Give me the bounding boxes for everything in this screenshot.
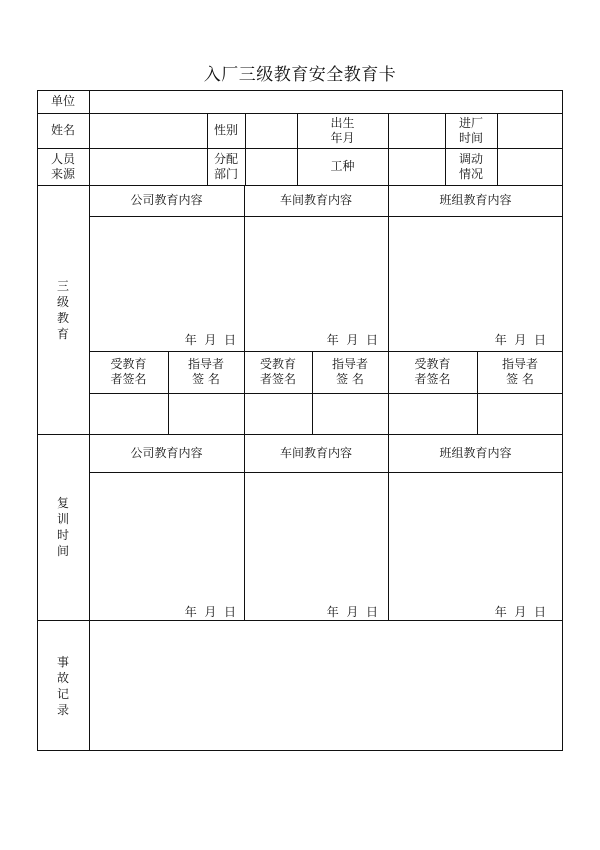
team-trainee-sign-field[interactable]: [389, 394, 477, 434]
retrain-company-content[interactable]: [90, 473, 244, 620]
workshop-instructor-sign-label: 指导者 签 名: [331, 357, 368, 386]
retrain-team-header: 班组教育内容: [439, 445, 512, 460]
page-title: 入厂三级教育安全教育卡: [203, 65, 397, 85]
team-edu-header: 班组教育内容: [439, 193, 512, 207]
retrain-team-date: 年 月 日: [494, 605, 546, 619]
workshop-trainee-sign-field[interactable]: [245, 394, 312, 434]
retrain-label: 复 训 时 间: [56, 496, 69, 558]
company-edu-header: 公司教育内容: [130, 193, 203, 207]
name-label: 姓名: [50, 123, 75, 137]
company-edu-date: 年 月 日: [184, 333, 236, 347]
workshop-edu-header: 车间教育内容: [279, 193, 352, 207]
transfer-field[interactable]: [498, 149, 562, 185]
gender-field[interactable]: [246, 114, 297, 148]
company-instructor-sign-label: 指导者 签 名: [187, 357, 224, 386]
entry-time-field[interactable]: [498, 114, 562, 148]
workshop-instructor-sign-field[interactable]: [313, 394, 388, 434]
unit-label: 单位: [50, 94, 75, 108]
team-trainee-sign-label: 受教育 者签名: [414, 357, 451, 386]
job-type-label: 工种: [330, 159, 355, 173]
team-instructor-sign-label: 指导者 签 名: [501, 357, 538, 386]
company-instructor-sign-field[interactable]: [169, 394, 244, 434]
name-field[interactable]: [90, 114, 207, 148]
team-edu-date: 年 月 日: [494, 333, 546, 347]
transfer-label: 调动 情况: [458, 151, 483, 181]
retrain-workshop-content[interactable]: [245, 473, 388, 620]
birth-field[interactable]: [389, 114, 445, 148]
assign-dept-label: 分配 部门: [213, 151, 238, 181]
retrain-company-header: 公司教育内容: [130, 445, 203, 460]
source-field[interactable]: [90, 149, 207, 185]
company-trainee-sign-field[interactable]: [90, 394, 168, 434]
unit-field[interactable]: [90, 91, 562, 113]
retrain-company-date: 年 月 日: [184, 605, 236, 619]
source-label: 人员 来源: [50, 151, 75, 181]
accident-record-field[interactable]: [90, 621, 562, 750]
birth-label: 出生 年月: [330, 115, 355, 145]
company-trainee-sign-label: 受教育 者签名: [110, 357, 147, 386]
retrain-team-content[interactable]: [389, 473, 562, 620]
three-level-label: 三 级 教 育: [56, 278, 69, 341]
team-instructor-sign-field[interactable]: [478, 394, 562, 434]
retrain-workshop-header: 车间教育内容: [279, 445, 352, 460]
gender-label: 性别: [213, 123, 238, 137]
entry-time-label: 进厂 时间: [458, 115, 483, 145]
workshop-edu-date: 年 月 日: [326, 333, 378, 347]
job-type-field[interactable]: [389, 149, 445, 185]
retrain-workshop-date: 年 月 日: [326, 605, 378, 619]
assign-dept-field[interactable]: [246, 149, 297, 185]
workshop-trainee-sign-label: 受教育 者签名: [259, 357, 296, 386]
accident-record-label: 事 故 记 录: [56, 654, 69, 717]
